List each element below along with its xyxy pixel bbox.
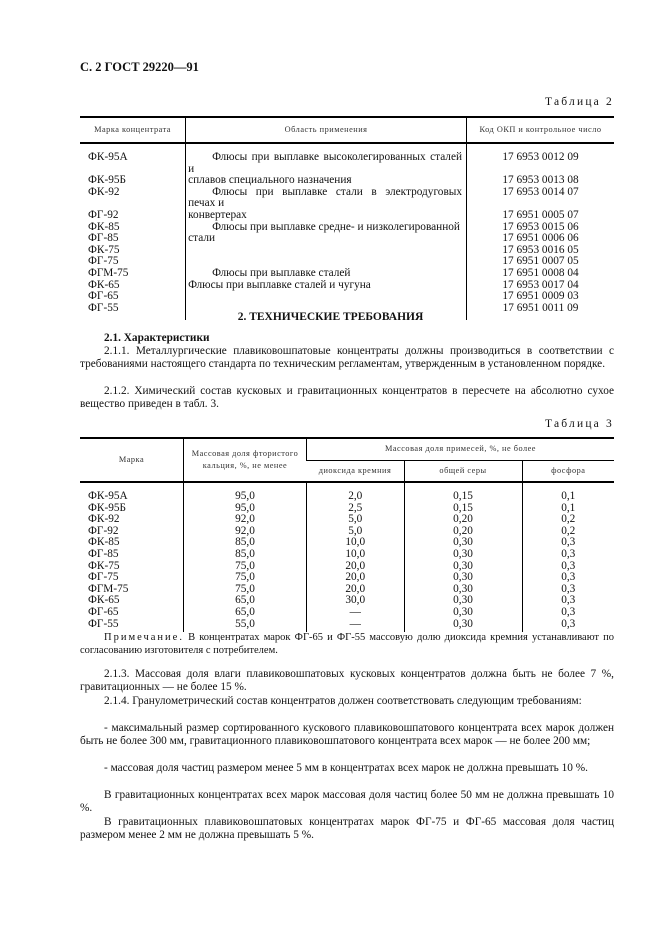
table-cell: 95,0 [184,503,307,515]
paragraph: - максимальный размер сортированного кускового плавиковошпатового концентрата всех марок должен быть не более 300 мм, гравитационного плавиковошпатового концентрата всех марок — не более 200 мм; [80,722,614,748]
table-cell: 0,30 [404,584,522,596]
col-header: Марка [118,455,145,464]
mark-cell: ФГ-55 [88,301,119,314]
code-cell: 17 6951 0009 03 [502,290,579,303]
code-cell: 17 6953 0012 09 [502,151,579,163]
table-cell: 0,1 [522,482,614,503]
table-cell: 5,0 [307,526,405,538]
table-cell: 92,0 [184,514,307,526]
table-cell: ФГ-85 [88,547,119,560]
table-cell: 0,30 [404,595,522,607]
area-cell: Флюсы при выплавке средне- и низколегированной [186,222,467,234]
table-cell: ФК-65 [88,594,120,607]
code-cell: 17 6951 0011 09 [502,301,579,314]
table-cell: 65,0 [184,595,307,607]
table-cell: 2,5 [307,503,405,515]
mark-cell: ФК-65 [88,278,120,291]
table-cell: ФГ-65 [88,605,119,618]
paragraph: 2.1.1. Металлургические плавиковошпатовые концентраты должны производиться в соответствии с требованиями настоящего стандарта по техническим регламентам, утвержденным в установленном порядке. [80,345,614,371]
code-cell: 17 6953 0013 08 [502,174,579,187]
table-cell: 0,30 [404,607,522,619]
code-cell: 17 6953 0016 05 [502,243,579,256]
paragraph: В гравитационных плавиковошпатовых концентратах марок ФГ-75 и ФГ-65 массовая доля частиц размером менее 2 мм не должна превышать 5 %. [80,816,614,842]
table-row [80,549,614,561]
table-row [80,268,614,280]
section-title: 2. ТЕХНИЧЕСКИЕ ТРЕБОВАНИЯ [237,311,424,323]
table-cell: ФГМ-75 [88,582,129,595]
table-cell: 0,15 [404,482,522,503]
table-cell: 0,3 [522,607,614,619]
table-cell: 92,0 [184,526,307,538]
table-row [80,482,614,503]
mark-cell: ФК-95Б [88,174,127,187]
table-cell: 75,0 [184,584,307,596]
table-cell: ФК-95А [88,490,128,502]
table-cell: 0,30 [404,561,522,573]
col-header: Марка концентрата [94,125,171,134]
table-3 [80,437,614,632]
table-row [80,143,614,175]
table-cell: ФГ-75 [88,571,119,584]
col-header: Массовая доля фтористого кальция, %, не менее [184,438,307,482]
table-cell: 0,3 [522,537,614,549]
table-cell: 95,0 [184,482,307,503]
code-cell: 17 6953 0017 04 [502,278,579,291]
table-cell: 75,0 [184,561,307,573]
code-cell: 17 6951 0008 04 [502,266,579,279]
paragraph: 2.1.4. Гранулометрический состав концентратов должен соответствовать следующим требованиям: [104,695,582,707]
table-cell: 75,0 [184,572,307,584]
col-header: общей серы [404,460,522,482]
mark-cell: ФК-85 [88,220,120,233]
mark-cell: ФГМ-75 [88,266,129,279]
table-cell: 0,3 [522,595,614,607]
table-cell: ФГ-55 [88,617,119,630]
table-row [80,595,614,607]
table-cell: 0,2 [522,526,614,538]
col-header: фосфора [522,460,614,482]
col-header: Массовая доля примесей, %, не более [307,438,615,460]
col-header: диоксида кремния [318,465,392,475]
area-cell: Флюсы при выплавке стали в электродуговых печах и [186,187,467,210]
table-cell: 0,3 [522,572,614,584]
paragraph: В гравитационных концентратах всех марок массовая доля частиц более 50 мм не должна превышать 10 %. [80,789,614,815]
table-cell: ФК-85 [88,536,120,549]
mark-cell: ФГ-92 [88,208,119,221]
area-cell: Флюсы при выплавке высоколегированных сталей и [186,143,467,175]
table-cell: 30,0 [307,595,405,607]
mark-cell: ФК-75 [88,243,120,256]
table-cell: 5,0 [307,514,405,526]
table-cell: 20,0 [307,584,405,596]
table-row [80,187,614,210]
paragraph: 2.1.2. Химический состав кусковых и гравитационных концентратов в пересчете на абсолютно сухое вещество приведен в табл. 3. [80,385,614,411]
table-cell: 0,15 [404,503,522,515]
table-cell: 0,3 [522,561,614,573]
table-cell: 20,0 [307,572,405,584]
table-cell: 0,3 [522,549,614,561]
table-cell: 0,30 [404,619,522,633]
table3-label: Таблица 3 [545,418,614,430]
table-row [80,291,614,303]
code-cell: 17 6953 0015 06 [502,220,579,233]
mark-cell: ФГ-75 [88,255,119,268]
area-cell: конвертерах [186,210,467,222]
area-cell [186,291,467,303]
area-cell: сплавов специального назначения [186,175,467,187]
paragraph: - массовая доля частиц размером менее 5 мм в концентратах всех марок не должна превышать 10 %. [104,762,588,774]
table-cell: ФК-95Б [88,501,127,514]
subsection-title: 2.1. Характеристики [104,332,210,344]
table-cell: 0,3 [522,619,614,633]
code-cell: 17 6951 0005 07 [502,208,579,221]
table-row [80,233,614,245]
table-cell: 85,0 [184,549,307,561]
table-row [80,514,614,526]
table-row [80,607,614,619]
mark-cell: ФК-95А [88,151,128,163]
table-cell: ФК-92 [88,513,120,526]
mark-cell: ФГ-85 [88,232,119,245]
table-row [80,572,614,584]
table-cell: 0,20 [404,514,522,526]
table-cell: 20,0 [307,561,405,573]
paragraph: 2.1.3. Массовая доля влаги плавиковошпатовых кусковых концентратов должна быть не более 7 %, гравитационных — не более 15 %. [80,668,614,694]
table-cell: 0,1 [522,503,614,515]
mark-cell: ФГ-65 [88,290,119,303]
table-cell: ФГ-92 [88,524,119,537]
table-cell: 10,0 [307,549,405,561]
area-cell: Флюсы при выплавке сталей [186,268,467,280]
table-cell: — [307,619,405,633]
col-header: Область применения [186,117,467,143]
table-2 [80,116,614,320]
area-cell [186,245,467,257]
table-cell: 0,30 [404,572,522,584]
code-cell: 17 6953 0014 07 [502,185,579,198]
table-row [80,210,614,222]
table2-label: Таблица 2 [545,96,614,108]
table-cell: — [307,607,405,619]
table-cell: 65,0 [184,607,307,619]
area-cell: Флюсы при выплавке сталей и чугуна [186,280,467,292]
table-cell: 85,0 [184,537,307,549]
table-cell: 2,0 [307,482,405,503]
table-cell: 0,3 [522,584,614,596]
note-text: В концентратах марок ФГ-65 и ФГ-55 массовую долю диоксида кремния устанавливают по согласованию изготовителя с потребителем. [80,632,615,657]
table-row [80,503,614,515]
table-cell: ФК-75 [88,559,120,572]
area-cell: стали [186,233,467,245]
note-label: Примечание. [104,632,184,643]
page-header: С. 2 ГОСТ 29220—91 [80,60,199,74]
col-header: Код ОКП и контрольное число [479,125,602,134]
table-cell: 0,20 [404,526,522,538]
note [80,631,614,657]
table-cell: 0,30 [404,549,522,561]
table-cell: 10,0 [307,537,405,549]
table-cell: 0,2 [522,514,614,526]
code-cell: 17 6951 0006 06 [502,232,579,245]
table-cell: 55,0 [184,619,307,633]
code-cell: 17 6951 0007 05 [502,255,579,268]
table-cell: 0,30 [404,537,522,549]
mark-cell: ФК-92 [88,185,120,198]
